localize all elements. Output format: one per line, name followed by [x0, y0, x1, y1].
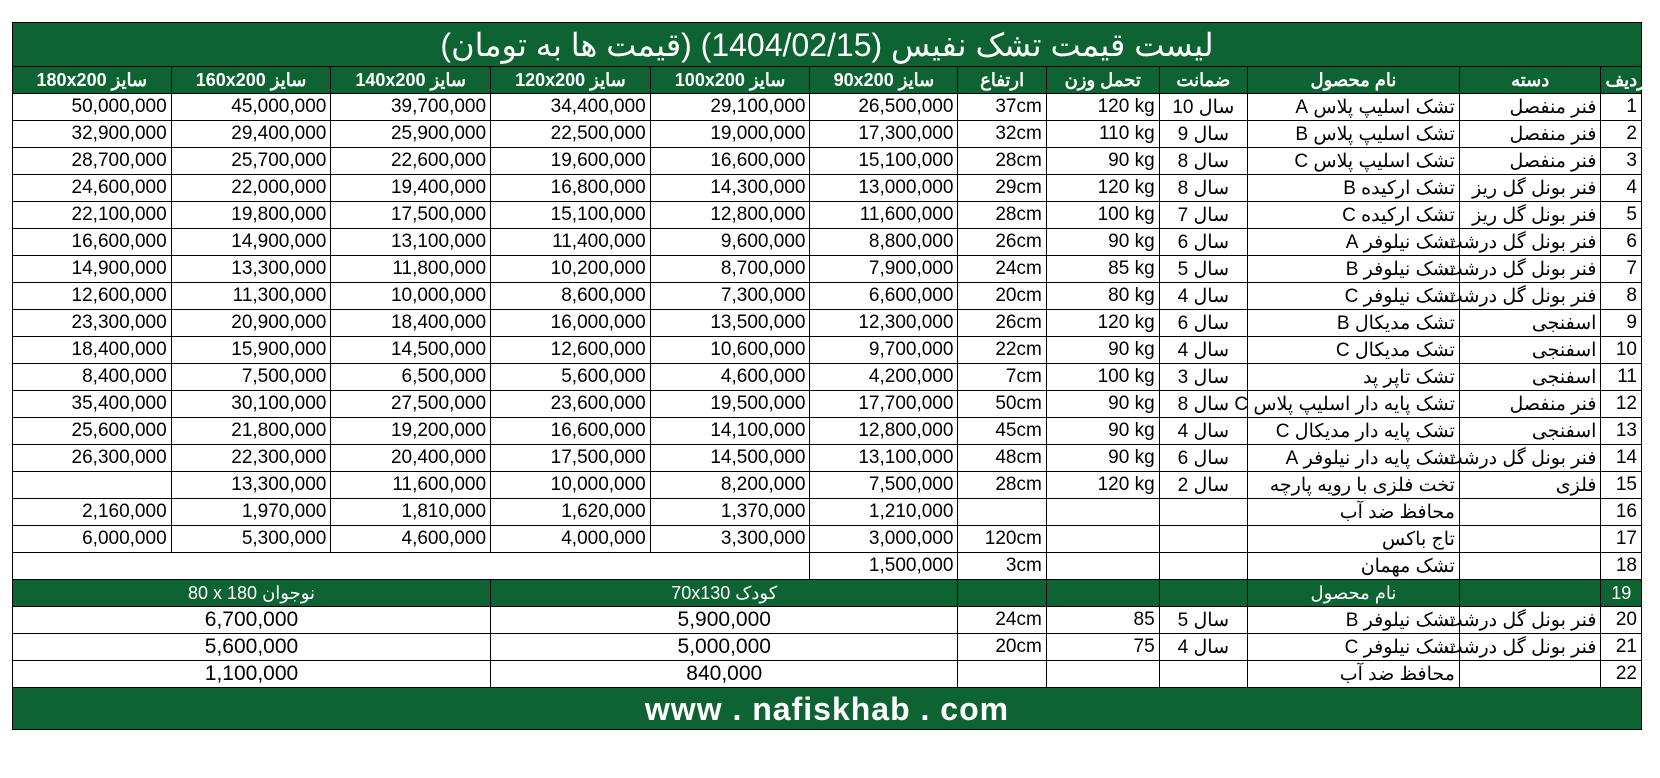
empty-cell: [1459, 580, 1601, 607]
row-number-cell: 4: [1601, 175, 1642, 202]
col-header-180: 180x200 سایز: [13, 67, 172, 94]
load-cell: 120 kg: [1046, 94, 1159, 121]
category-cell: اسفنجی: [1459, 364, 1601, 391]
price-180-cell: 28,700,000: [13, 148, 172, 175]
product-cell: تشک پایه دار اسلیپ پلاس C: [1248, 391, 1460, 418]
warranty-cell: 8 سال: [1159, 175, 1247, 202]
row-number-cell: 13: [1601, 418, 1642, 445]
price-140-cell: 17,500,000: [331, 202, 491, 229]
price-180-cell: 50,000,000: [13, 94, 172, 121]
price-100-cell: 8,700,000: [650, 256, 810, 283]
price-160-cell: 1,970,000: [171, 499, 331, 526]
price-160-cell: 13,300,000: [171, 256, 331, 283]
load-cell: [1046, 526, 1159, 553]
teen-price-cell: 6,700,000: [13, 607, 491, 634]
category-cell: فنر بونل گل درشت: [1459, 607, 1601, 634]
price-90-cell: 13,000,000: [810, 175, 958, 202]
row-number-cell: 14: [1601, 445, 1642, 472]
price-160-cell: 22,300,000: [171, 445, 331, 472]
warranty-cell: 9 سال: [1159, 121, 1247, 148]
col-header-height: ارتفاع: [958, 67, 1046, 94]
row-number-cell: 16: [1601, 499, 1642, 526]
height-cell: 26cm: [958, 310, 1046, 337]
load-cell: 90 kg: [1046, 391, 1159, 418]
row-number-cell: 8: [1601, 283, 1642, 310]
price-180-cell: 32,900,000: [13, 121, 172, 148]
height-cell: 48cm: [958, 445, 1046, 472]
height-cell: 28cm: [958, 148, 1046, 175]
price-90-cell: 12,800,000: [810, 418, 958, 445]
row-number-cell: 17: [1601, 526, 1642, 553]
price-140-cell: 14,500,000: [331, 337, 491, 364]
load-cell: 90 kg: [1046, 418, 1159, 445]
col-header-100: 100x200 سایز: [650, 67, 810, 94]
price-140-cell: 19,200,000: [331, 418, 491, 445]
price-180-cell: 12,600,000: [13, 283, 172, 310]
load-cell: 85 kg: [1046, 256, 1159, 283]
empty-cell: [1159, 553, 1247, 580]
table-row: [13, 283, 1642, 310]
empty-cell: [1046, 553, 1159, 580]
category-cell: فنر منفصل: [1459, 94, 1601, 121]
category-cell: فنر بونل گل درشت: [1459, 229, 1601, 256]
price-90-cell: 17,700,000: [810, 391, 958, 418]
load-cell: 90 kg: [1046, 337, 1159, 364]
price-100-cell: 7,300,000: [650, 283, 810, 310]
product-cell: تشک ارکیده B: [1248, 175, 1460, 202]
price-180-cell: 26,300,000: [13, 445, 172, 472]
table-row: [13, 391, 1642, 418]
price-120-cell: 10,000,000: [491, 472, 651, 499]
table-row: [13, 445, 1642, 472]
kid-price-cell: 5,900,000: [491, 607, 958, 634]
price-160-cell: 30,100,000: [171, 391, 331, 418]
price-180-cell: 22,100,000: [13, 202, 172, 229]
table-row: [13, 472, 1642, 499]
warranty-cell: 7 سال: [1159, 202, 1247, 229]
price-160-cell: 29,400,000: [171, 121, 331, 148]
table-row: [13, 553, 1642, 580]
price-table: [12, 66, 1646, 688]
price-180-cell: 14,900,000: [13, 256, 172, 283]
price-120-cell: 1,620,000: [491, 499, 651, 526]
price-90-cell: 13,100,000: [810, 445, 958, 472]
load-cell: 120 kg: [1046, 472, 1159, 499]
warranty-cell: 5 سال: [1159, 607, 1247, 634]
empty-cell: [1159, 580, 1247, 607]
table-row: [13, 364, 1642, 391]
category-cell: فنر منفصل: [1459, 148, 1601, 175]
category-cell: فلزی: [1459, 472, 1601, 499]
empty-cell: [1046, 580, 1159, 607]
warranty-cell: [1159, 661, 1247, 688]
teen-size-header: 80 x 180 نوجوان: [13, 580, 491, 607]
warranty-cell: [1159, 526, 1247, 553]
product-cell: تشک مدیکال B: [1248, 310, 1460, 337]
price-140-cell: 11,600,000: [331, 472, 491, 499]
table-row: [13, 418, 1642, 445]
product-cell: تشک نیلوفر A: [1248, 229, 1460, 256]
price-140-cell: 25,900,000: [331, 121, 491, 148]
price-120-cell: 11,400,000: [491, 229, 651, 256]
category-cell: فنر بونل گل ریز: [1459, 175, 1601, 202]
kids-table-body: [13, 607, 1642, 688]
price-100-cell: 14,100,000: [650, 418, 810, 445]
table-row: [13, 94, 1642, 121]
price-160-cell: 25,700,000: [171, 148, 331, 175]
price-100-cell: 13,500,000: [650, 310, 810, 337]
row-number-cell: 2: [1601, 121, 1642, 148]
load-cell: 90 kg: [1046, 445, 1159, 472]
load-cell: [1046, 661, 1159, 688]
price-120-cell: 10,200,000: [491, 256, 651, 283]
price-120-cell: 34,400,000: [491, 94, 651, 121]
col-header-category: دسته: [1459, 67, 1601, 94]
table-row: [13, 310, 1642, 337]
product-cell: تشک اسلیپ پلاس B: [1248, 121, 1460, 148]
category-cell: اسفنجی: [1459, 310, 1601, 337]
table-row: [13, 121, 1642, 148]
price-cell: 1,500,000: [810, 553, 958, 580]
col-header-product: نام محصول: [1248, 67, 1460, 94]
product-cell: تشک اسلیپ پلاس C: [1248, 148, 1460, 175]
kid-price-cell: 840,000: [491, 661, 958, 688]
price-140-cell: 27,500,000: [331, 391, 491, 418]
price-100-cell: 9,600,000: [650, 229, 810, 256]
col-header-load: تحمل وزن: [1046, 67, 1159, 94]
price-140-cell: 1,810,000: [331, 499, 491, 526]
row-number-cell: 1: [1601, 94, 1642, 121]
product-cell: تشک تاپر پد: [1248, 364, 1460, 391]
col-header-warranty: ضمانت: [1159, 67, 1247, 94]
price-90-cell: 12,300,000: [810, 310, 958, 337]
price-100-cell: 1,370,000: [650, 499, 810, 526]
product-cell: تشک نیلوفر B: [1248, 607, 1460, 634]
kid-size-header: 70x130 کودک: [491, 580, 958, 607]
page-title: لیست قیمت تشک نفیس (1404/02/15) (قیمت ها به تومان): [12, 22, 1642, 66]
warranty-cell: [1159, 499, 1247, 526]
table-row: [13, 148, 1642, 175]
price-100-cell: 8,200,000: [650, 472, 810, 499]
height-cell: 50cm: [958, 391, 1046, 418]
price-90-cell: 17,300,000: [810, 121, 958, 148]
price-100-cell: 29,100,000: [650, 94, 810, 121]
height-cell: 120cm: [958, 526, 1046, 553]
price-table-body: [13, 94, 1642, 553]
warranty-cell: 6 سال: [1159, 229, 1247, 256]
price-140-cell: 39,700,000: [331, 94, 491, 121]
category-cell: [1459, 526, 1601, 553]
price-140-cell: 6,500,000: [331, 364, 491, 391]
height-cell: 3cm: [958, 553, 1046, 580]
price-160-cell: 21,800,000: [171, 418, 331, 445]
row-number-cell: 15: [1601, 472, 1642, 499]
category-cell: فنر منفصل: [1459, 121, 1601, 148]
col-header-90: 90x200 سایز: [810, 67, 958, 94]
load-cell: 100 kg: [1046, 364, 1159, 391]
table-row: [13, 526, 1642, 553]
height-cell: [958, 499, 1046, 526]
price-140-cell: 22,600,000: [331, 148, 491, 175]
teen-price-cell: 5,600,000: [13, 634, 491, 661]
subheader-row: [13, 580, 1642, 607]
product-cell: تشک نیلوفر B: [1248, 256, 1460, 283]
price-180-cell: 25,600,000: [13, 418, 172, 445]
height-cell: 26cm: [958, 229, 1046, 256]
price-120-cell: 19,600,000: [491, 148, 651, 175]
category-cell: اسفنجی: [1459, 418, 1601, 445]
category-cell: فنر بونل گل درشت: [1459, 445, 1601, 472]
price-180-cell: [13, 472, 172, 499]
category-cell: [1459, 499, 1601, 526]
price-100-cell: 10,600,000: [650, 337, 810, 364]
product-cell: تخت فلزی با رویه پارچه: [1248, 472, 1460, 499]
table-row: [13, 499, 1642, 526]
price-120-cell: 8,600,000: [491, 283, 651, 310]
row-number-cell: 9: [1601, 310, 1642, 337]
price-160-cell: 14,900,000: [171, 229, 331, 256]
price-90-cell: 15,100,000: [810, 148, 958, 175]
price-120-cell: 5,600,000: [491, 364, 651, 391]
category-cell: اسفنجی: [1459, 337, 1601, 364]
price-140-cell: 11,800,000: [331, 256, 491, 283]
price-180-cell: 24,600,000: [13, 175, 172, 202]
height-cell: 20cm: [958, 634, 1046, 661]
warranty-cell: 4 سال: [1159, 283, 1247, 310]
category-cell: فنر بونل گل درشت: [1459, 256, 1601, 283]
load-cell: [1046, 499, 1159, 526]
col-header-140: 140x200 سایز: [331, 67, 491, 94]
load-cell: 85: [1046, 607, 1159, 634]
category-cell: [1459, 661, 1601, 688]
product-cell: تشک اسلیپ پلاس A: [1248, 94, 1460, 121]
load-cell: 120 kg: [1046, 175, 1159, 202]
product-cell: تاج باکس: [1248, 526, 1460, 553]
product-cell: تشک مهمان: [1248, 553, 1460, 580]
row-number-cell: 6: [1601, 229, 1642, 256]
product-cell: محافظ ضد آب: [1248, 661, 1460, 688]
price-160-cell: 22,000,000: [171, 175, 331, 202]
empty-cell: [958, 580, 1046, 607]
teen-price-cell: 1,100,000: [13, 661, 491, 688]
warranty-cell: 4 سال: [1159, 337, 1247, 364]
price-160-cell: 5,300,000: [171, 526, 331, 553]
price-180-cell: 18,400,000: [13, 337, 172, 364]
price-100-cell: 16,600,000: [650, 148, 810, 175]
table-row: [13, 337, 1642, 364]
price-90-cell: 7,500,000: [810, 472, 958, 499]
table-row: [13, 256, 1642, 283]
load-cell: 100 kg: [1046, 202, 1159, 229]
load-cell: 90 kg: [1046, 148, 1159, 175]
price-120-cell: 4,000,000: [491, 526, 651, 553]
row-number-cell: 10: [1601, 337, 1642, 364]
price-90-cell: 6,600,000: [810, 283, 958, 310]
price-120-cell: 12,600,000: [491, 337, 651, 364]
load-cell: 75: [1046, 634, 1159, 661]
price-90-cell: 26,500,000: [810, 94, 958, 121]
price-160-cell: 20,900,000: [171, 310, 331, 337]
category-cell: فنر بونل گل درشت: [1459, 634, 1601, 661]
table-row: [13, 661, 1642, 688]
price-100-cell: 3,300,000: [650, 526, 810, 553]
table-row: [13, 634, 1642, 661]
price-180-cell: 8,400,000: [13, 364, 172, 391]
price-100-cell: 19,000,000: [650, 121, 810, 148]
warranty-cell: 6 سال: [1159, 445, 1247, 472]
col-header-120: 120x200 سایز: [491, 67, 651, 94]
row-number-cell: 5: [1601, 202, 1642, 229]
table-row: [13, 202, 1642, 229]
kid-price-cell: 5,000,000: [491, 634, 958, 661]
price-160-cell: 45,000,000: [171, 94, 331, 121]
height-cell: [958, 661, 1046, 688]
row-number-cell: 18: [1601, 553, 1642, 580]
price-90-cell: 9,700,000: [810, 337, 958, 364]
height-cell: 37cm: [958, 94, 1046, 121]
price-100-cell: 4,600,000: [650, 364, 810, 391]
height-cell: 7cm: [958, 364, 1046, 391]
price-90-cell: 11,600,000: [810, 202, 958, 229]
price-120-cell: 16,000,000: [491, 310, 651, 337]
row-number-cell: 22: [1601, 661, 1642, 688]
product-cell: محافظ ضد آب: [1248, 499, 1460, 526]
height-cell: 29cm: [958, 175, 1046, 202]
row-number-cell: 19: [1601, 580, 1642, 607]
price-160-cell: 11,300,000: [171, 283, 331, 310]
price-120-cell: 23,600,000: [491, 391, 651, 418]
price-180-cell: 23,300,000: [13, 310, 172, 337]
warranty-cell: 6 سال: [1159, 310, 1247, 337]
product-cell: تشک پایه دار مدیکال C: [1248, 418, 1460, 445]
product-cell: تشک نیلوفر C: [1248, 283, 1460, 310]
price-120-cell: 17,500,000: [491, 445, 651, 472]
category-cell: فنر بونل گل ریز: [1459, 202, 1601, 229]
price-90-cell: 4,200,000: [810, 364, 958, 391]
height-cell: 22cm: [958, 337, 1046, 364]
header-row: [13, 67, 1642, 94]
height-cell: 24cm: [958, 607, 1046, 634]
price-120-cell: 16,600,000: [491, 418, 651, 445]
load-cell: 80 kg: [1046, 283, 1159, 310]
price-100-cell: 14,500,000: [650, 445, 810, 472]
warranty-cell: 3 سال: [1159, 364, 1247, 391]
price-100-cell: 12,800,000: [650, 202, 810, 229]
warranty-cell: 2 سال: [1159, 472, 1247, 499]
table-row: [13, 607, 1642, 634]
price-90-cell: 8,800,000: [810, 229, 958, 256]
table-row: [13, 229, 1642, 256]
price-90-cell: 7,900,000: [810, 256, 958, 283]
price-180-cell: 35,400,000: [13, 391, 172, 418]
height-cell: 24cm: [958, 256, 1046, 283]
price-list-sheet: [12, 22, 1646, 730]
price-140-cell: 10,000,000: [331, 283, 491, 310]
product-cell: تشک مدیکال C: [1248, 337, 1460, 364]
price-90-cell: 3,000,000: [810, 526, 958, 553]
row-number-cell: 20: [1601, 607, 1642, 634]
row-number-cell: 11: [1601, 364, 1642, 391]
website-footer: www . nafiskhab . com: [12, 688, 1642, 730]
price-120-cell: 22,500,000: [491, 121, 651, 148]
load-cell: 120 kg: [1046, 310, 1159, 337]
col-header-160: 160x200 سایز: [171, 67, 331, 94]
category-cell: فنر منفصل: [1459, 391, 1601, 418]
row-number-cell: 7: [1601, 256, 1642, 283]
load-cell: 110 kg: [1046, 121, 1159, 148]
price-100-cell: 19,500,000: [650, 391, 810, 418]
price-100-cell: 14,300,000: [650, 175, 810, 202]
price-180-cell: 16,600,000: [13, 229, 172, 256]
height-cell: 32cm: [958, 121, 1046, 148]
product-cell: تشک پایه دار نیلوفر A: [1248, 445, 1460, 472]
price-90-cell: 1,210,000: [810, 499, 958, 526]
extra-rows: [13, 553, 1642, 607]
row-number-cell: 3: [1601, 148, 1642, 175]
load-cell: 90 kg: [1046, 229, 1159, 256]
warranty-cell: 4 سال: [1159, 418, 1247, 445]
price-120-cell: 16,800,000: [491, 175, 651, 202]
price-160-cell: 7,500,000: [171, 364, 331, 391]
warranty-cell: 10 سال: [1159, 94, 1247, 121]
price-180-cell: 6,000,000: [13, 526, 172, 553]
row-number-cell: 12: [1601, 391, 1642, 418]
empty-cell: [13, 553, 810, 580]
warranty-cell: 8 سال: [1159, 391, 1247, 418]
empty-cell: [1459, 553, 1601, 580]
col-header-row: ردیف: [1601, 67, 1642, 94]
price-120-cell: 15,100,000: [491, 202, 651, 229]
warranty-cell: 4 سال: [1159, 634, 1247, 661]
price-180-cell: 2,160,000: [13, 499, 172, 526]
price-160-cell: 15,900,000: [171, 337, 331, 364]
price-140-cell: 20,400,000: [331, 445, 491, 472]
height-cell: 20cm: [958, 283, 1046, 310]
category-cell: فنر بونل گل درشت: [1459, 283, 1601, 310]
price-140-cell: 4,600,000: [331, 526, 491, 553]
price-140-cell: 18,400,000: [331, 310, 491, 337]
warranty-cell: 8 سال: [1159, 148, 1247, 175]
product-subheader: نام محصول: [1248, 580, 1460, 607]
warranty-cell: 5 سال: [1159, 256, 1247, 283]
product-cell: تشک نیلوفر C: [1248, 634, 1460, 661]
height-cell: 28cm: [958, 202, 1046, 229]
price-140-cell: 19,400,000: [331, 175, 491, 202]
product-cell: تشک ارکیده C: [1248, 202, 1460, 229]
price-140-cell: 13,100,000: [331, 229, 491, 256]
table-row: [13, 175, 1642, 202]
height-cell: 45cm: [958, 418, 1046, 445]
price-160-cell: 19,800,000: [171, 202, 331, 229]
row-number-cell: 21: [1601, 634, 1642, 661]
height-cell: 28cm: [958, 472, 1046, 499]
price-160-cell: 13,300,000: [171, 472, 331, 499]
